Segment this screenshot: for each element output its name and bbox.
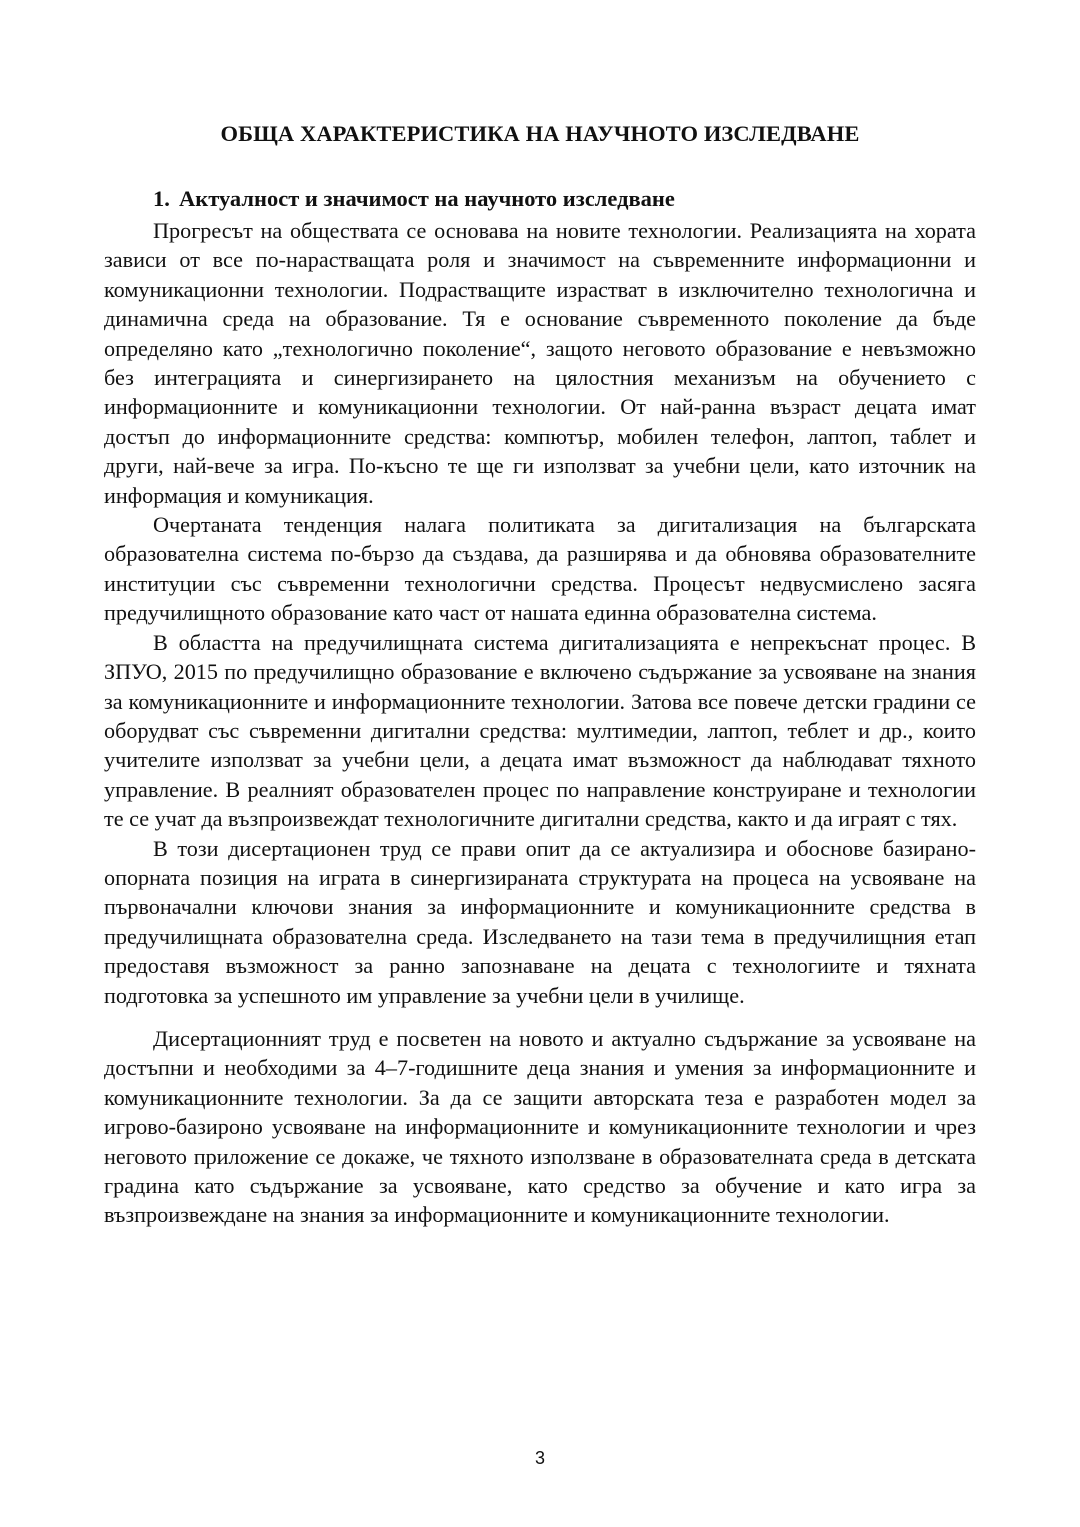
section-number: 1. — [153, 186, 170, 211]
section-heading — [153, 184, 675, 214]
paragraph-3: В областта на предучилищната система дигитализацията е непрекъснат процес. В ЗПУО, 2015 по предучилищно образование е включено съдържание за усвояване на знания за комуникационните и информационните технологии. Затова все повече детски градини се оборудват със съвременни дигитални средства: мултимедии, лаптоп, теблет и др., които учителите използват за учебни цели, а децата имат възможност да наблюдават тяхното управление. В реалният образователен процес по направление конструиране и технологии те се учат да възпроизвеждат технологичните дигитални средства, както и да играят с тях. — [104, 629, 976, 832]
paragraph-5: Дисертационният труд е посветен на новото и актуално съдържание за усвояване на достъпни и необходими за 4–7-годишните деца знания и умения за информационните и комуникационните технологии. За да се защити авторската теза е разработен модел за игрово-базироно усвояване на информационните и комуникационните технологии и чрез неговото приложение се докаже, че тяхното използване в образователната среда в детската градина като съдържание за усвояване, като средство за обучение и като игра за възпроизвеждане на знания за информационните и комуникационните технологии. — [104, 1025, 976, 1228]
page-number: 3 — [534, 1448, 545, 1468]
body-text — [104, 216, 976, 1230]
paragraph-4: В този дисертационен труд се прави опит да се актуализира и обоснове базирано-опорната позиция на играта в синергизираната структурата на процеса на усвояване на първоначални ключови знания за информационните и комуникационните средства в предучилищната образователна среда. Изследването на тази тема в предучилищния етап предоставя възможност за ранно запознаване на децата с технологиите и тяхната подготовка за успешното им управление за учебни цели в училище. — [104, 835, 976, 1008]
paragraph-2: Очертаната тенденция налага политиката за дигитализация на българската образователна система по-бързо да създава, да разширява и да обновява образователните институции със съвременни технологични средства. Процесът недвусмислено засяга предучилищното образование като част от нашата единна образователна система. — [104, 512, 976, 626]
section-heading-text: Актуалност и значимост на научното изследване — [179, 186, 675, 211]
document-title: ОБЩА ХАРАКТЕРИСТИКА НА НАУЧНОТО ИЗСЛЕДВАНЕ — [220, 121, 860, 146]
paragraph-1: Прогресът на обществата се основава на новите технологии. Реализацията на хората зависи от все по-нарастващата роля и значимост на съвременните информационни и комуникационни технологии. Подрастващите израстват в изключително технологична и динамична среда на образование. Тя е основание съвременното поколение да бъде определяно като „технологично поколение“, защото неговото образование е невъзможно без интеграцията и синергизирането на цялостния механизъм на обучението с информационните и комуникационни технологии. От най-ранна възраст децата имат достъп до информационните средства: компютър, мобилен телефон, лаптоп, таблет и други, най-вече за игра. По-късно те ще ги използват за учебни цели, като източник на информация и комуникация. — [104, 218, 976, 508]
